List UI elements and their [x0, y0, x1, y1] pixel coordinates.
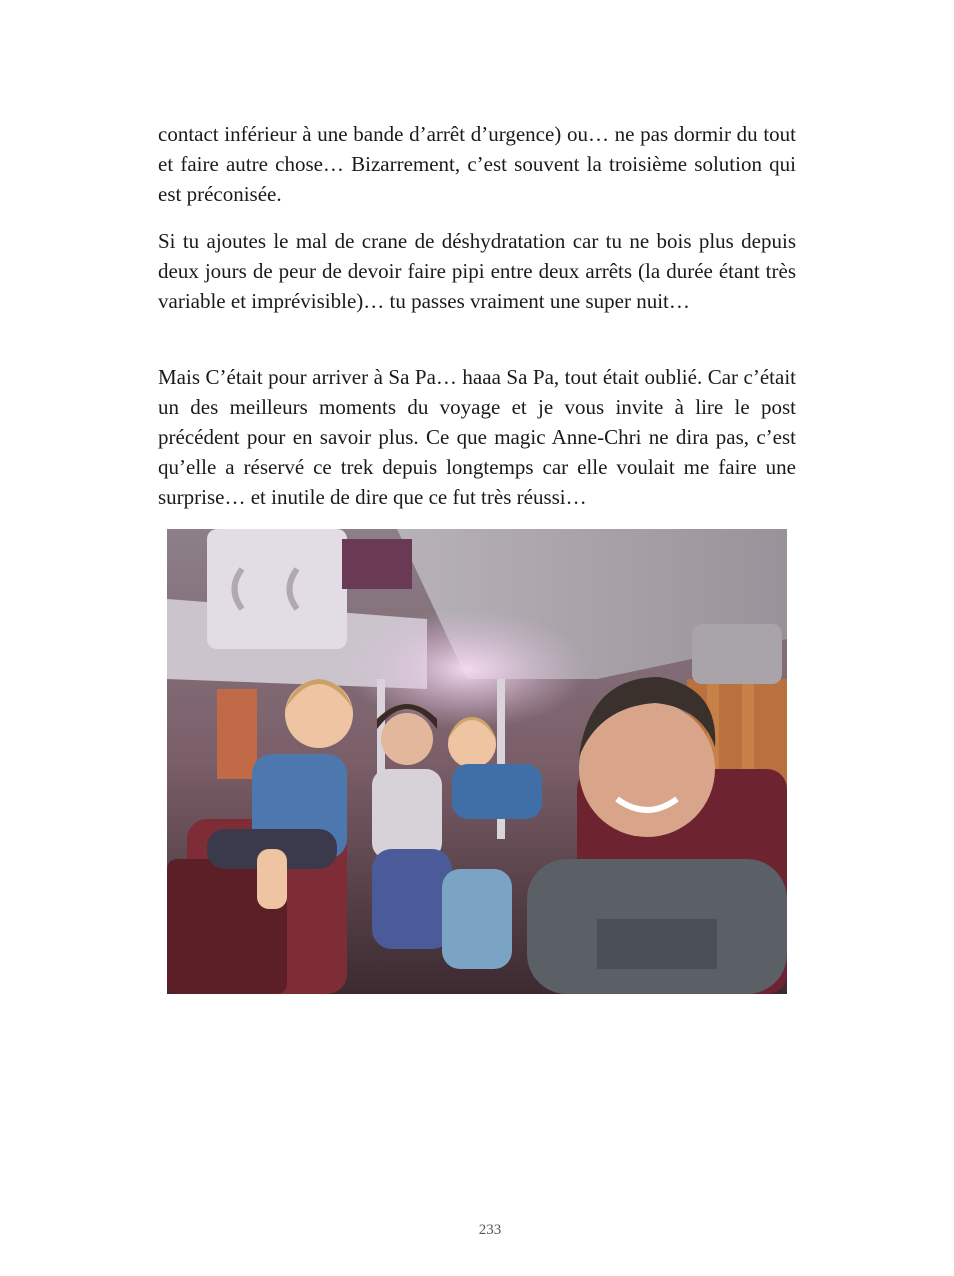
paragraph-2: [158, 226, 796, 316]
paragraph-text: Si tu ajoutes le mal de crane de déshydratation car tu ne bois plus depuis deux jours de peur de devoir faire pipi entre deux arrêts (la durée étant très variable et imprévisible)… tu passes vraiment une super nuit…: [158, 229, 796, 313]
sleeper-bus-family-photo: [167, 529, 787, 994]
paragraph-text: contact inférieur à une bande d’arrêt d’urgence) ou… ne pas dormir du tout et faire autre chose… Bizarrement, c’est souvent la troisième solution qui est préconisée.: [158, 122, 796, 206]
paragraph-3: [158, 362, 796, 512]
paragraph-text: Mais C’était pour arriver à Sa Pa… haaa Sa Pa, tout était oublié. Car c’était un des meilleurs moments du voyage et je vous invite à lire le post précédent pour en savoir plus. Ce que magic Anne-Chri ne dira pas, c’est qu’elle a réservé ce trek depuis longtemps car elle voulait me faire une surprise… et inutile de dire que ce fut très réussi…: [158, 365, 796, 509]
paragraph-1: [158, 119, 796, 209]
page-number: 233: [478, 1222, 502, 1238]
